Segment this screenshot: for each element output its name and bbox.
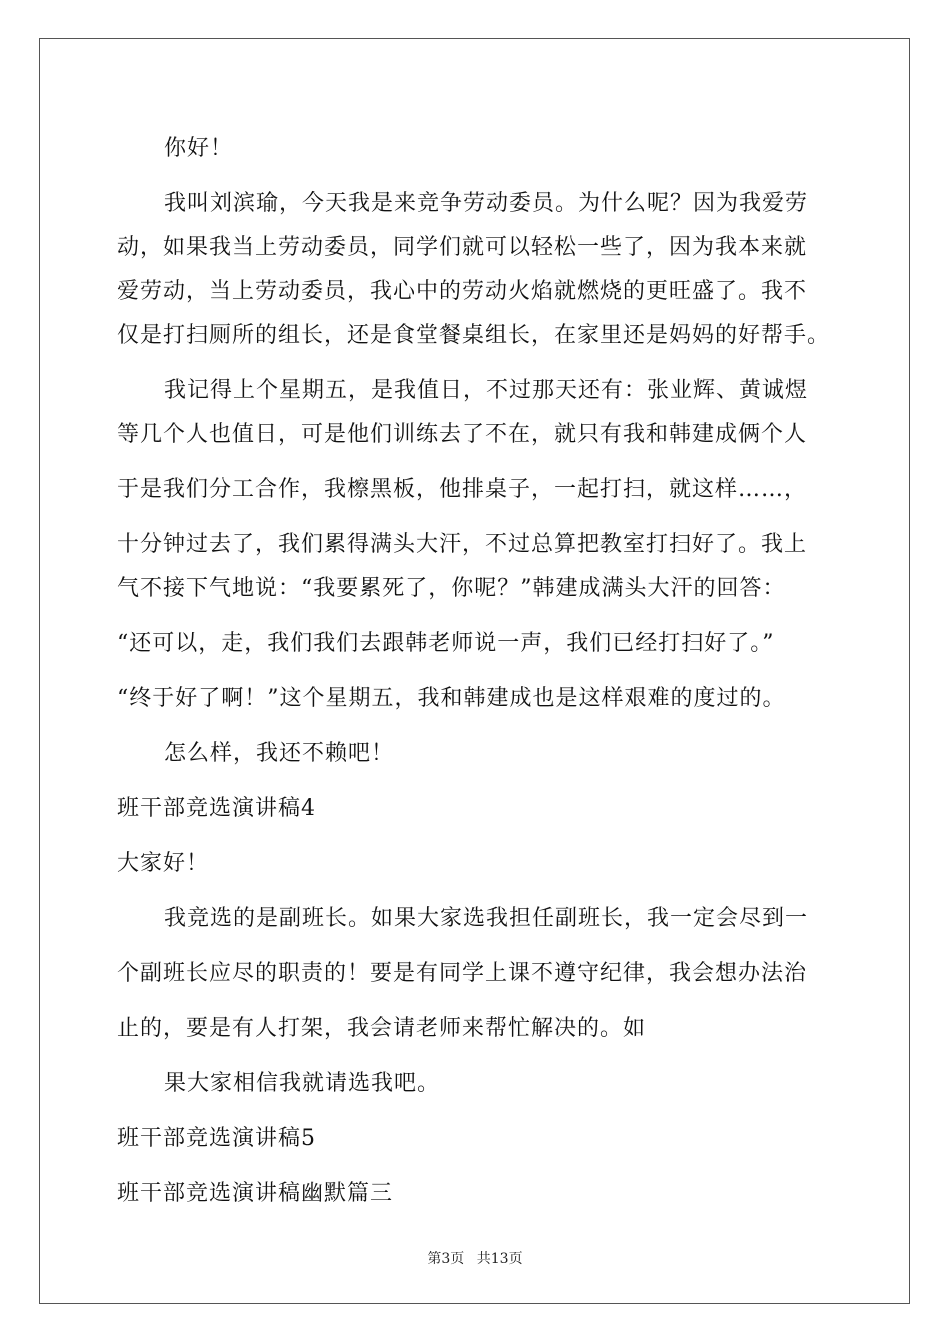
section-heading: 班干部竞选演讲稿4: [117, 796, 316, 821]
page-number-total: 共13页: [476, 1251, 523, 1267]
paragraph-line: 怎么样，我还不赖吧！: [164, 741, 395, 766]
paragraph-line: “还可以，走，我们我们去跟韩老师说一声，我们已经打扫好了。”: [117, 631, 775, 656]
paragraph-line: 我记得上个星期五，是我值日，不过那天还有：张业辉、黄诚煜: [164, 378, 809, 403]
paragraph-line: 爱劳动，当上劳动委员，我心中的劳动火焰就燃烧的更旺盛了。我不: [117, 279, 808, 304]
section-heading: 班干部竞选演讲稿幽默篇三: [117, 1181, 394, 1206]
greeting-line: 大家好！: [117, 851, 210, 876]
paragraph-line: 我竞选的是副班长。如果大家选我担任副班长，我一定会尽到一: [164, 906, 809, 931]
paragraph-line: “终于好了啊！”这个星期五，我和韩建成也是这样艰难的度过的。: [117, 686, 786, 711]
paragraph-line: 果大家相信我就请选我吧。: [164, 1071, 441, 1096]
paragraph-line: 个副班长应尽的职责的！要是有同学上课不遵守纪律，我会想办法治: [117, 961, 808, 986]
greeting-line: 你好！: [164, 136, 234, 161]
page-footer: [0, 1248, 950, 1268]
paragraph-line: 仅是打扫厕所的组长，还是食堂餐桌组长，在家里还是妈妈的好帮手。: [117, 323, 831, 348]
paragraph-line: 我叫刘滨瑜，今天我是来竞争劳动委员。为什么呢？因为我爱劳: [164, 191, 809, 216]
paragraph-line: 气不接下气地说：“我要累死了，你呢？”韩建成满头大汗的回答：: [117, 576, 786, 601]
page-number-current: 第3页: [427, 1251, 465, 1267]
paragraph-line: 动，如果我当上劳动委员，同学们就可以轻松一些了，因为我本来就: [117, 235, 808, 260]
paragraph-line: 等几个人也值日，可是他们训练去了不在，就只有我和韩建成俩个人: [117, 422, 808, 447]
paragraph-line: 十分钟过去了，我们累得满头大汗，不过总算把教室打扫好了。我上: [117, 532, 808, 557]
paragraph-line: 于是我们分工合作，我檫黑板，他排桌子，一起打扫，就这样……，: [117, 477, 808, 502]
document-body: [117, 127, 857, 1216]
section-heading: 班干部竞选演讲稿5: [117, 1126, 316, 1151]
paragraph-line: 止的，要是有人打架，我会请老师来帮忙解决的。如: [117, 1016, 647, 1041]
